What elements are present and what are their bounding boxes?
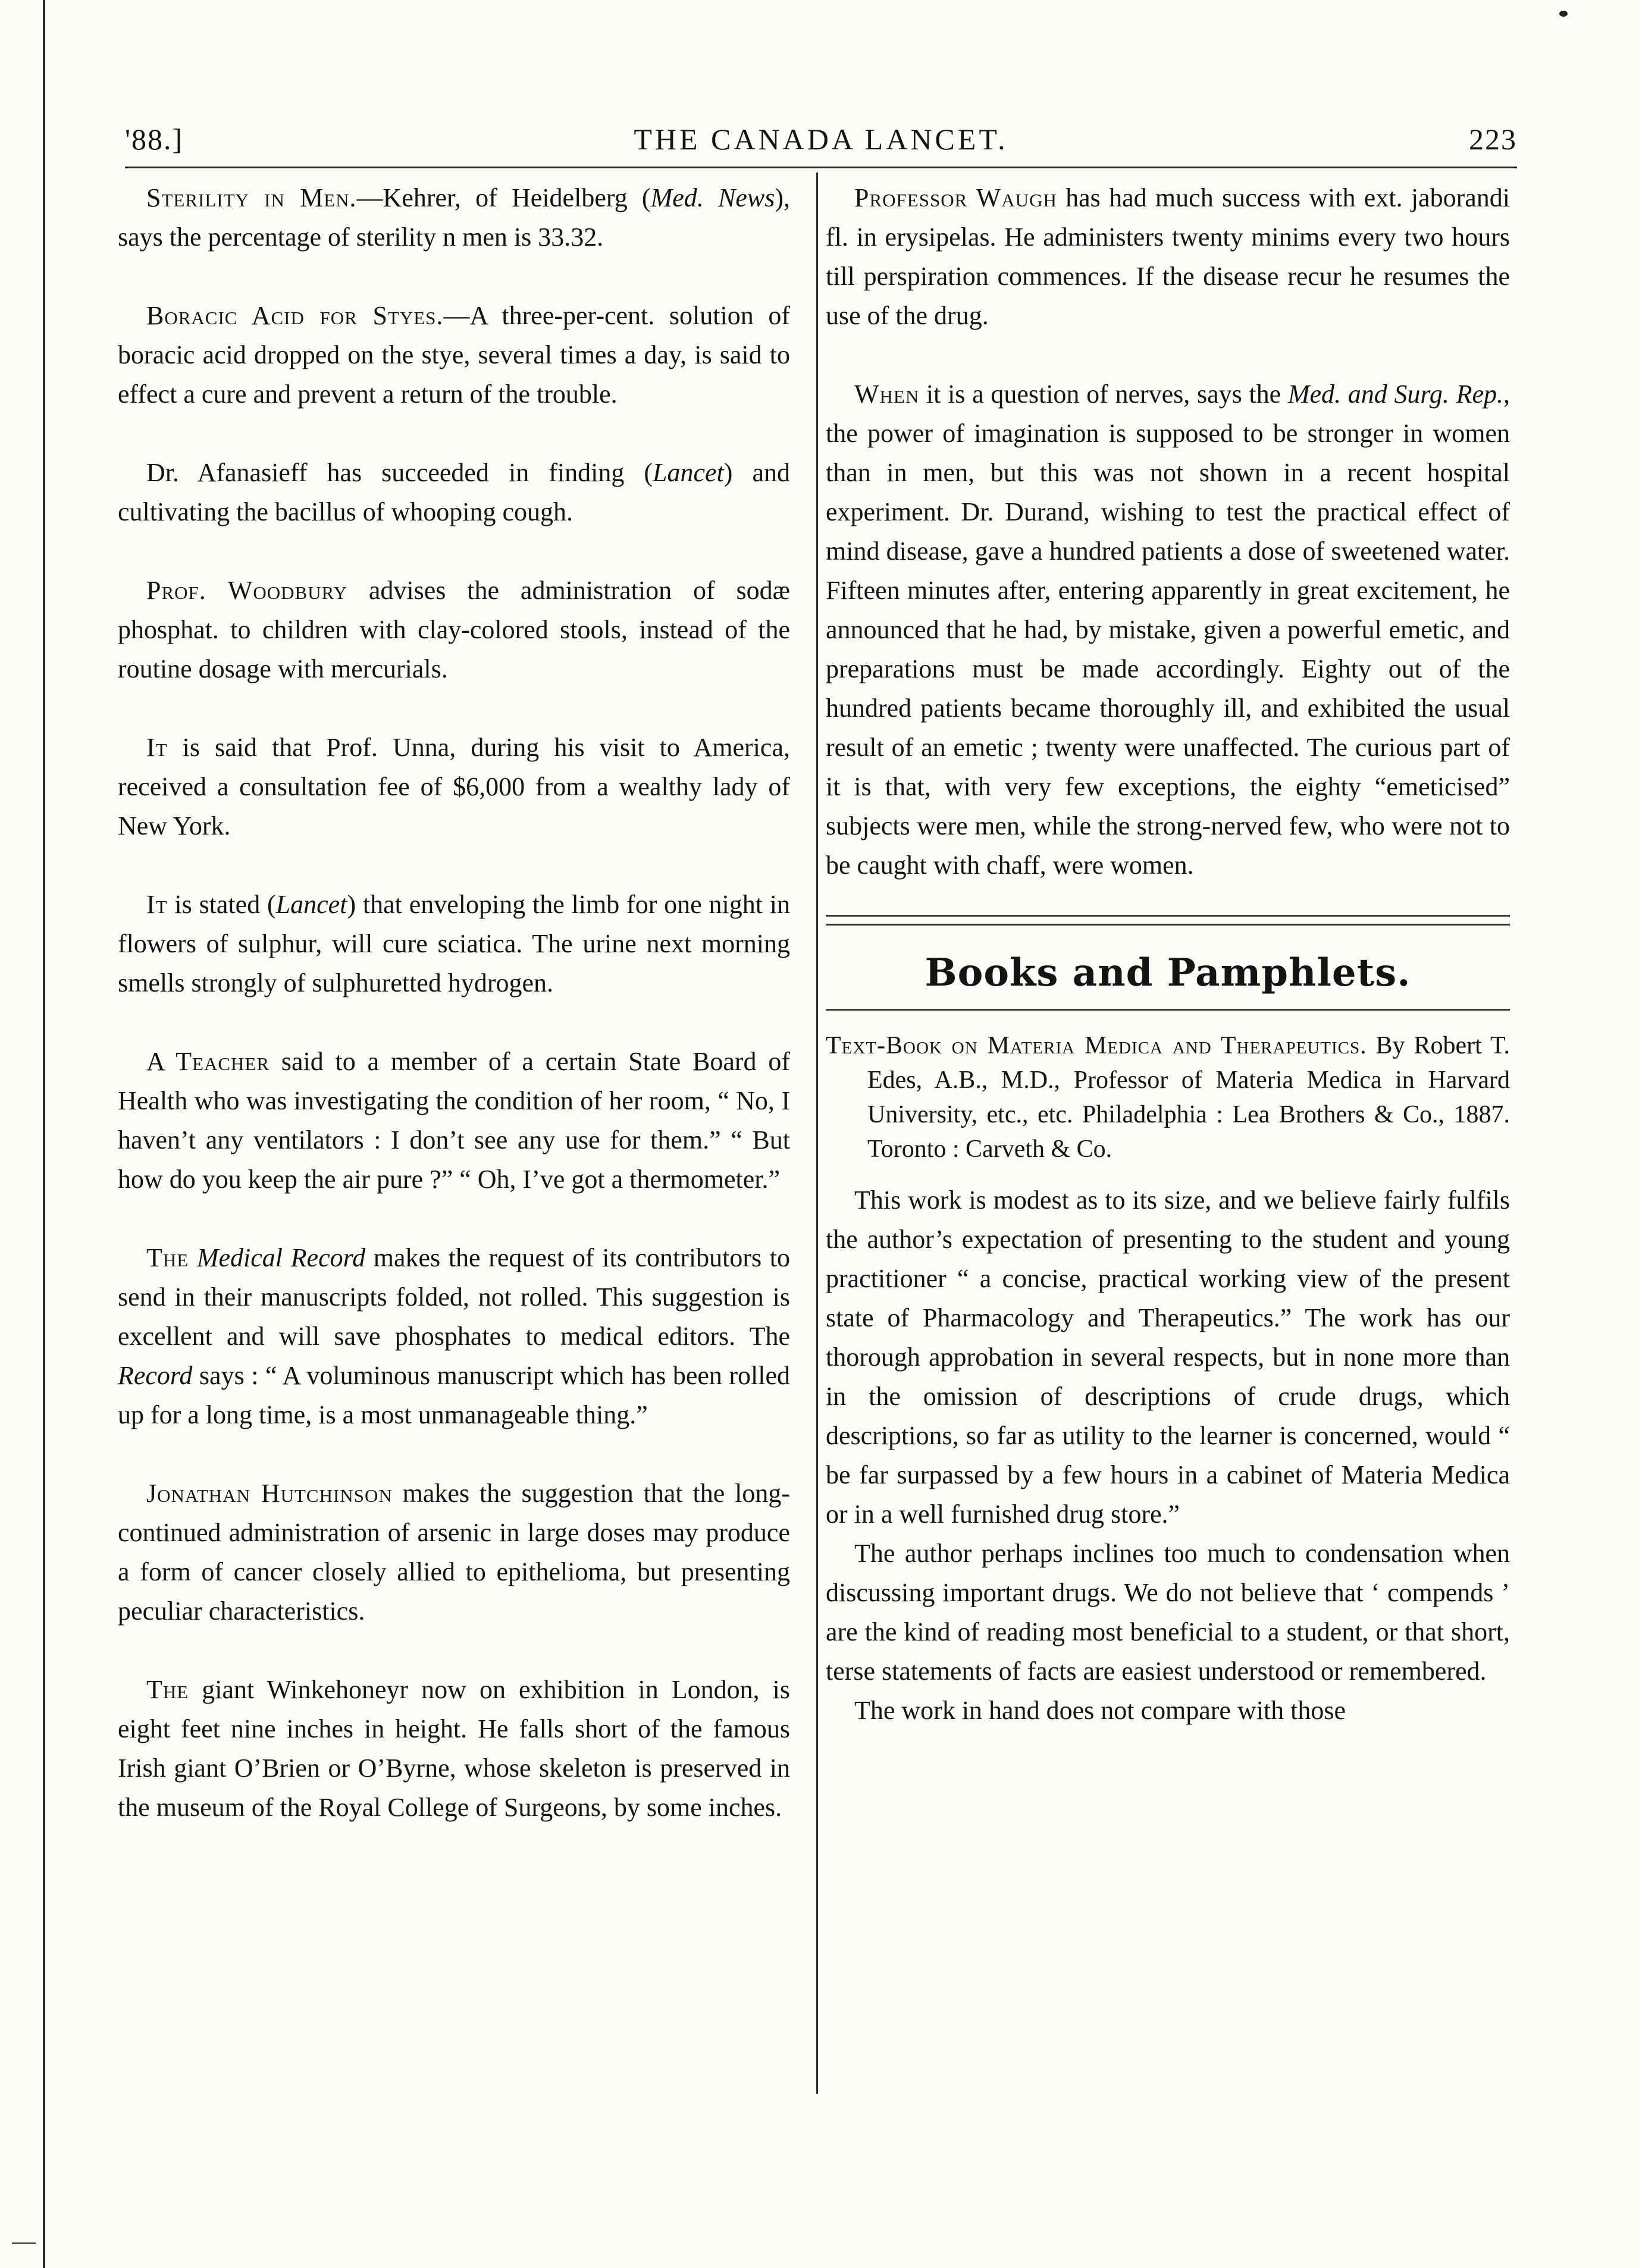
item-unna [118, 728, 790, 846]
item-text: makes the suggestion that the long-continued administration of arsenic in large doses may produce a form of cancer closely allied to epithelioma, but presenting peculiar characteristics. [118, 1479, 790, 1626]
item-source: Med. and Surg. Rep. [1287, 379, 1503, 409]
item-source: Med. News [650, 183, 775, 212]
item-lead: Jonathan Hutchinson [146, 1479, 393, 1508]
item-text: makes the request of its contributors to send in their manuscripts folded, not rolled. This suggestion is excellent and will save phosphates to medical editors. The [118, 1243, 790, 1351]
item-text: is stated ( [167, 890, 276, 919]
review-paragraph: This work is modest as to its size, and we believe fairly fulfils the author’s expectation of presenting to the student and young practitioner “ a concise, practical working view of the present state of Pharmacology and Therapeutics.” The work has our thorough approbation in several respects, but in none more than in the omission of descriptions of crude drugs, which descriptions, so far as utility to the learner is concerned, would “ be far surpassed by a few hours in a cabinet of Materia Medica or in a well furnished drug store.” [826, 1185, 1510, 1529]
item-text: it is a question of nerves, says the [919, 379, 1288, 409]
item-waugh [826, 178, 1510, 335]
section-title-rule [826, 1009, 1510, 1011]
item-text: giant Winkehoneyr now on exhibition in London, is eight feet nine inches in height. He falls short of the famous Irish giant O’Brien or O’Byrne, whose skeleton is preserved in the museum of the Royal College of Surgeons, by some inches. [118, 1675, 790, 1822]
item-boracic [118, 296, 790, 414]
item-lead: It [146, 890, 168, 919]
item-text: Dr. Afanasieff has succeeded in finding ( [146, 458, 653, 487]
item-lead: Sterility in Men. [146, 183, 357, 212]
book-title: Text-Book on Materia Medica and Therapeutics. [826, 1032, 1367, 1059]
item-lead: The [146, 1675, 189, 1704]
item-medical-record [118, 1238, 790, 1435]
left-column [118, 178, 790, 1827]
item-text: advises the administration of sodæ phosphat. to children with clay-colored stools, instead of the routine dosage with mercurials. [118, 576, 790, 683]
review-paragraph: The author perhaps inclines too much to condensation when discussing important drugs. We do not believe that ‘ compends ’ are the kind of reading most beneficial to a student, or that short, terse statements of facts are easiest understood or remembered. [826, 1539, 1510, 1686]
item-source: Lancet [275, 890, 347, 919]
book-entry-heading [826, 1028, 1510, 1166]
section-title: Books and Pamphlets. [925, 951, 1411, 995]
item-lead: The [146, 1243, 189, 1272]
section-separator [826, 915, 1510, 926]
item-lead: When [854, 379, 920, 409]
item-text: ) and cultivating the bacillus of whooping cough. [118, 458, 790, 526]
item-text: said to a member of a certain State Board of Health who was investigating the condition of her room, “ No, I haven’t any ventilators : I don’t see any use for them.” “ But how do you keep the air pure ?” “ Oh, I’ve got a thermometer.” [118, 1047, 790, 1194]
item-source: Record [118, 1361, 193, 1390]
item-giant [118, 1670, 790, 1827]
page-number: 223 [1469, 123, 1517, 156]
column-divider [816, 172, 818, 2094]
item-text: , the power of imagination is supposed to be stronger in women than in men, but this was not shown in a recent hospital experiment. Dr. Durand, wishing to test the practical effect of mind disease, gave a hundred patients a dose of sweetened water. Fifteen minutes after, entering apparently in great excitement, he announced that he had, by mistake, given a powerful emetic, and preparations must be made accordingly. Eighty out of the hundred patients became thoroughly ill, and exhibited the usual result of an emetic ; twenty were unaffected. The curious part of it is that, with very few exceptions, the eighty “emeticised” subjects were men, while the strong-nerved few, who were not to be caught with chaff, were women. [826, 379, 1510, 880]
header-rule [125, 167, 1517, 168]
item-lead: It [146, 733, 168, 762]
item-article: A [146, 1047, 176, 1076]
ink-spot [1559, 11, 1568, 17]
volume-year: '88.] [125, 123, 184, 156]
item-source: Medical Record [196, 1243, 366, 1272]
item-lead: Teacher [176, 1047, 270, 1076]
item-text: says : “ A voluminous manuscript which has been rolled up for a long time, is a most unmanageable thing.” [118, 1361, 790, 1429]
item-sulphur [118, 885, 790, 1003]
right-column [826, 178, 1510, 1730]
item-text: is said that Prof. Unna, during his visit to America, received a consultation fee of $6,000 from a wealthy lady of New York. [118, 733, 790, 840]
item-lead: Prof. Woodbury [146, 576, 347, 605]
item-afanasieff [118, 453, 790, 532]
item-text: has had much success with ext. jaborandi fl. in erysipelas. He administers twenty minims every two hours till perspiration commences. If the disease recur he resumes the use of the drug. [826, 183, 1510, 330]
binding-mark [12, 2242, 36, 2244]
binding-edge-line [43, 0, 45, 2268]
item-teacher [118, 1042, 790, 1199]
item-woodbury [118, 571, 790, 689]
item-text: ), says the percentage of sterility n men is 33.32. [118, 183, 790, 252]
item-text: ) that enveloping the limb for one night in flowers of sulphur, will cure sciatica. The urine next morning smells strongly of sulphuretted hydrogen. [118, 890, 791, 997]
book-details: By Robert T. Edes, A.B., M.D., Professor of Materia Medica in Harvard University, etc., etc. Philadelphia : Lea Brothers & Co., 1887. Toronto : Carveth & Co. [867, 1032, 1510, 1163]
item-text: —Kehrer, of Heidelberg ( [356, 183, 651, 212]
item-text: —A three-per-cent. solution of boracic acid dropped on the stye, several times a day, is said to effect a cure and prevent a return of the trouble. [118, 301, 790, 409]
item-nerves [826, 375, 1510, 885]
running-header [125, 122, 1517, 164]
review-paragraph: The work in hand does not compare with those [854, 1696, 1346, 1725]
journal-title: THE CANADA LANCET. [634, 123, 1008, 156]
item-hutchinson [118, 1474, 790, 1631]
item-lead: Professor Waugh [854, 183, 1057, 212]
item-source: Lancet [653, 458, 724, 487]
item-lead: Boracic Acid for Styes. [146, 301, 444, 330]
item-sterility [118, 178, 790, 257]
